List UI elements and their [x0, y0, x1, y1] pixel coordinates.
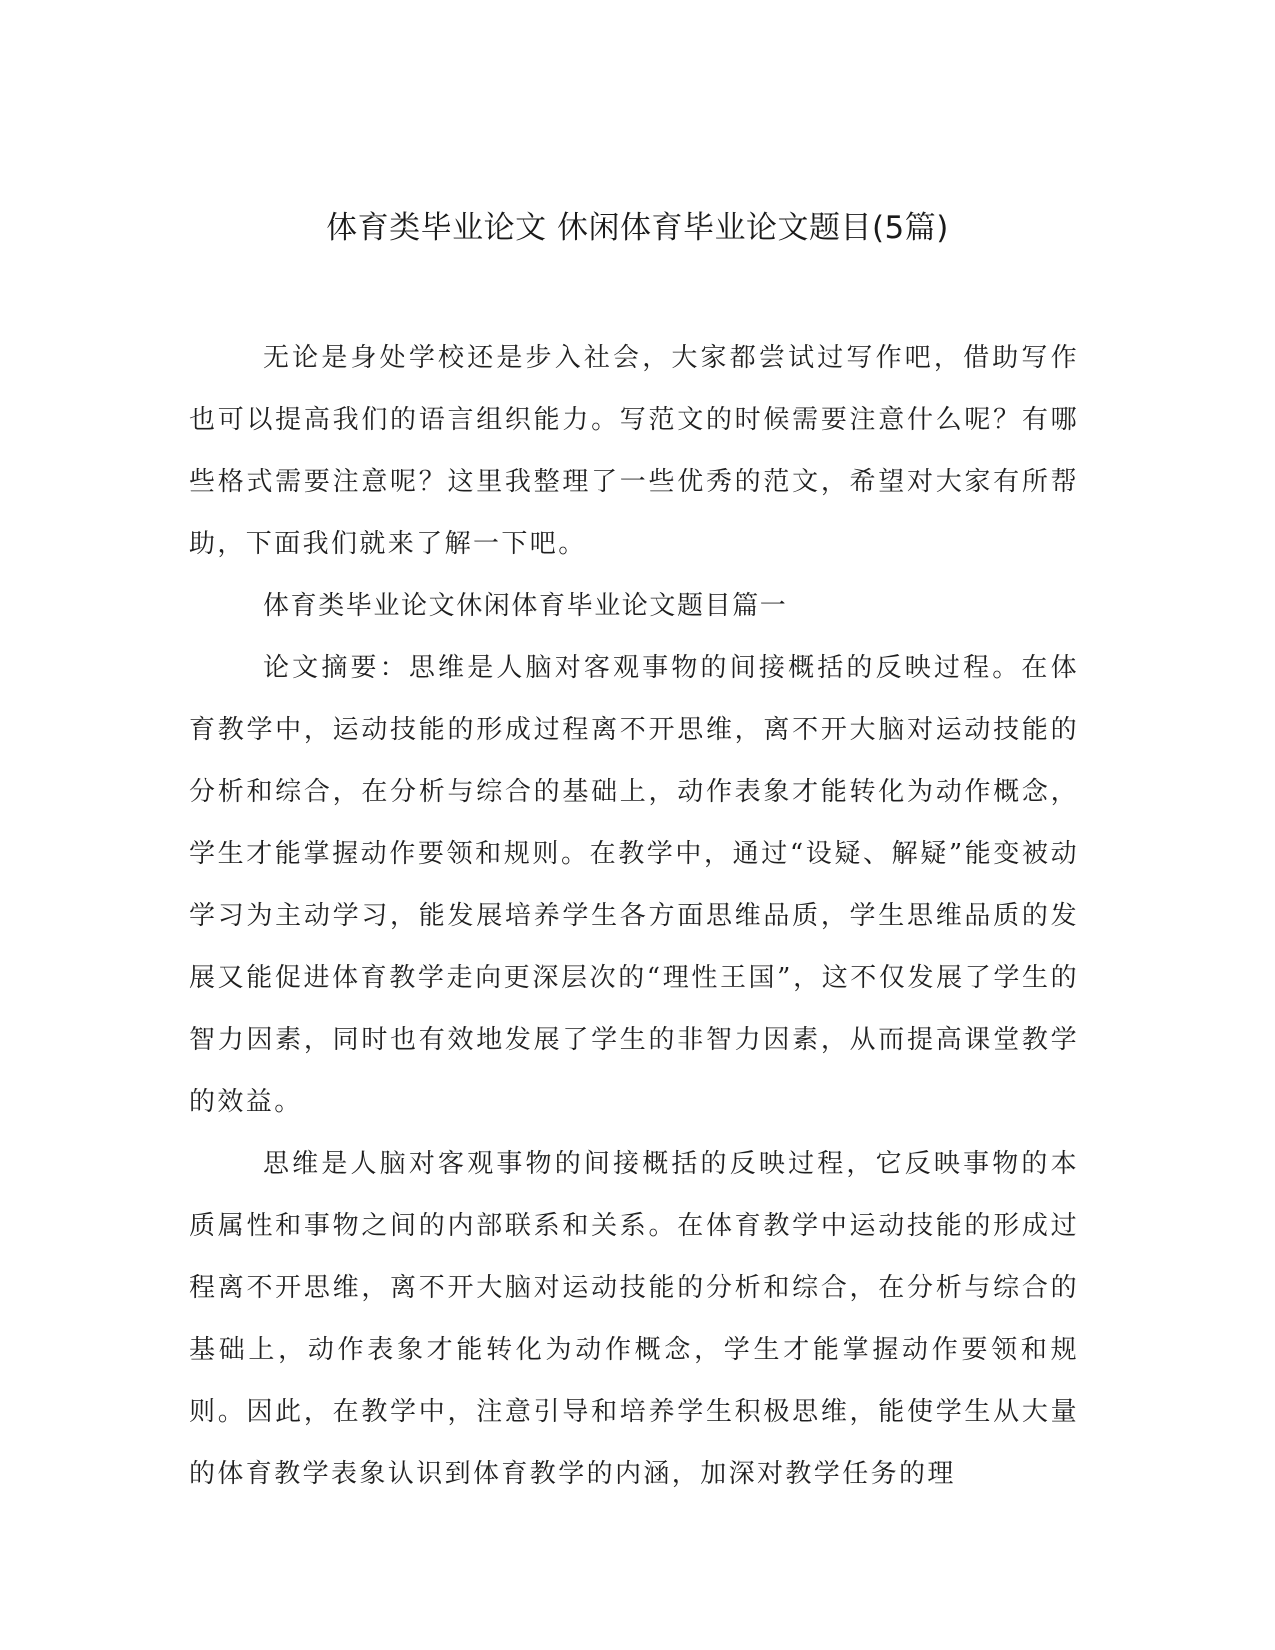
intro-paragraph: 无论是身处学校还是步入社会，大家都尝试过写作吧，借助写作也可以提高我们的语言组织能力。写范文的时候需要注意什么呢？有哪些格式需要注意呢？这里我整理了一些优秀的范文，希望对大家有所帮助，下面我们就来了解一下吧。: [189, 343, 1079, 559]
abstract-paragraph: 论文摘要：思维是人脑对客观事物的间接概括的反映过程。在体育教学中，运动技能的形成过程离不开思维，离不开大脑对运动技能的分析和综合，在分析与综合的基础上，动作表象才能转化为动作概念，学生才能掌握动作要领和规则。在教学中，通过“设疑、解疑”能变被动学习为主动学习，能发展培养学生各方面思维品质，学生思维品质的发展又能促进体育教学走向更深层次的“理性王国”，这不仅发展了学生的智力因素，同时也有效地发展了学生的非智力因素，从而提高课堂教学的效益。: [189, 653, 1079, 1117]
document-body: [189, 327, 1079, 1505]
document-title: 体育类毕业论文 休闲体育毕业论文题目(5篇): [326, 210, 949, 246]
body-paragraph: 思维是人脑对客观事物的间接概括的反映过程，它反映事物的本质属性和事物之间的内部联系和关系。在体育教学中运动技能的形成过程离不开思维，离不开大脑对运动技能的分析和综合，在分析与综合的基础上，动作表象才能转化为动作概念，学生才能掌握动作要领和规则。因此，在教学中，注意引导和培养学生积极思维，能使学生从大量的体育教学表象认识到体育教学的内涵，加深对教学任务的理: [189, 1149, 1079, 1489]
section-heading: 体育类毕业论文休闲体育毕业论文题目篇一: [263, 591, 788, 621]
